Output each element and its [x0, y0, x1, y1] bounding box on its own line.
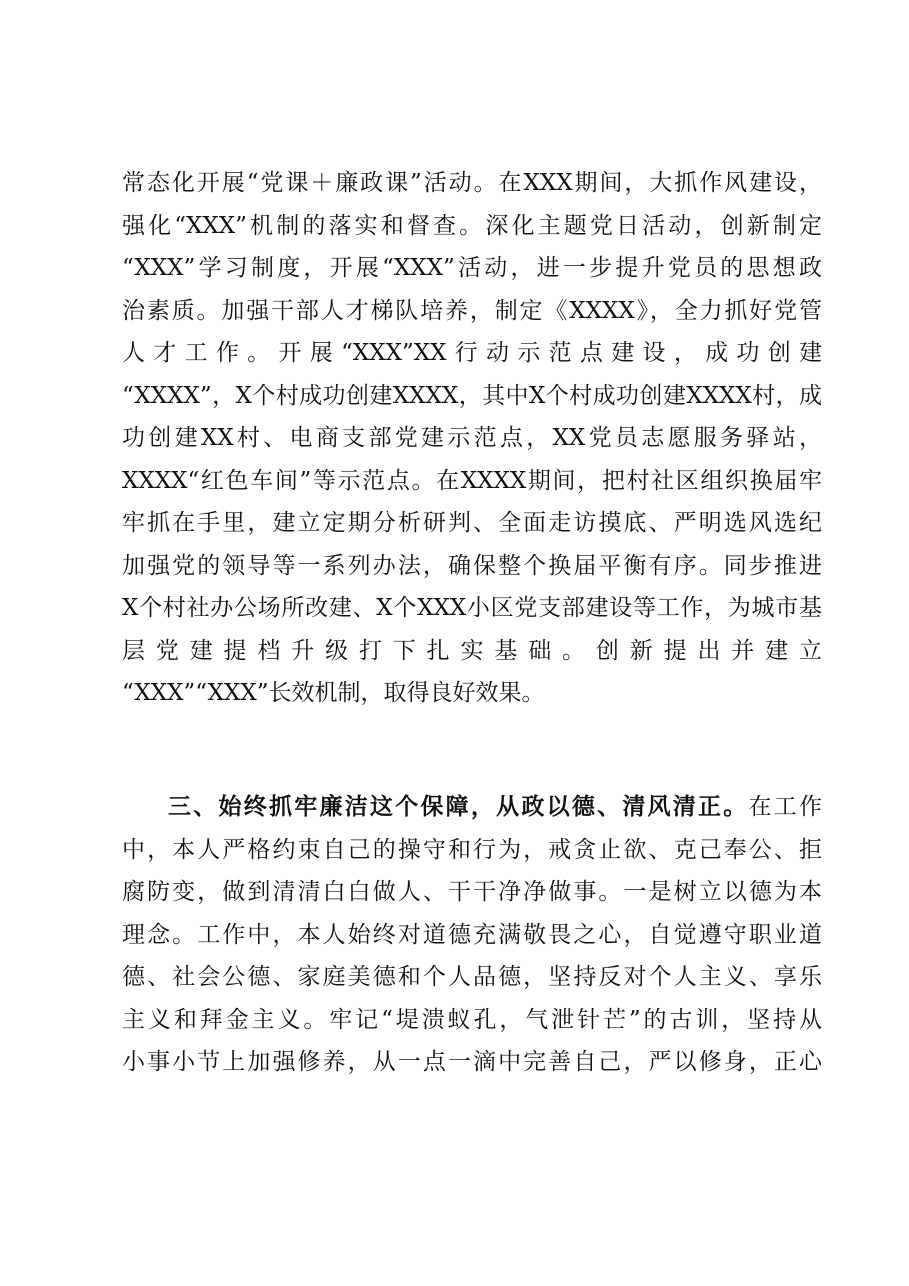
section-heading: 三、始终抓牢廉洁这个保障，从政以德、清风清正。 [168, 793, 749, 820]
heading-continuation: 在工作 [748, 794, 822, 820]
text-line: 强化“XXX”机制的落实和督查。深化主题党日活动，创新制定 [122, 212, 822, 239]
text-line: X个村社办公场所改建、X个XXX小区党支部建设等工作，为城市基 [122, 595, 822, 621]
text-line: 加强党的领导等一系列办法，确保整个换届平衡有序。同步推进 [122, 552, 822, 579]
text-line: 牢抓在手里，建立定期分析研判、全面走访摸底、严明选风选纪 [122, 510, 822, 536]
paragraph-party-building [122, 162, 822, 715]
text-line: “XXX”“XXX”长效机制，取得良好效果。 [122, 680, 545, 706]
text-line: 理念。工作中，本人始终对道德充满敬畏之心，自觉遵守职业道 [122, 921, 822, 948]
text-line: 小事小节上加强修养，从一点一滴中完善自己，严以修身，正心 [122, 1049, 822, 1075]
text-line: 德、社会公德、家庭美德和个人品德，坚持反对个人主义、享乐 [122, 964, 822, 990]
text-line: 层党建提档升级打下扎实基础。创新提出并建立 [122, 637, 822, 664]
text-line: 功创建XX村、电商支部党建示范点，XX党员志愿服务驿站， [122, 425, 822, 451]
text-line: XXXX“红色车间”等示范点。在XXXX期间，把村社区组织换届牢 [122, 467, 822, 494]
text-line: 人才工作。开展“XXX”XX行动示范点建设，成功创建 [122, 340, 822, 366]
text-line: 常态化开展“党课＋廉政课”活动。在XXX期间，大抓作风建设， [122, 170, 822, 196]
text-line: 中，本人严格约束自己的操守和行为，戒贪止欲、克己奉公、拒 [122, 836, 822, 863]
text-line: “XXXX”，X个村成功创建XXXX，其中X个村成功创建XXXX村，成 [122, 382, 822, 409]
section-first-line [122, 786, 822, 829]
text-line: “XXX”学习制度，开展“XXX”活动，进一步提升党员的思想政 [122, 255, 822, 281]
paragraph-integrity [122, 786, 822, 1084]
text-line: 腐防变，做到清清白白做人、干干净净做事。一是树立以德为本 [122, 879, 822, 905]
text-line: 主义和拜金主义。牢记“堤溃蚁孔，气泄针芒”的古训，坚持从 [122, 1006, 822, 1033]
text-line: 治素质。加强干部人才梯队培养，制定《XXXX》，全力抓好党管 [122, 297, 822, 324]
